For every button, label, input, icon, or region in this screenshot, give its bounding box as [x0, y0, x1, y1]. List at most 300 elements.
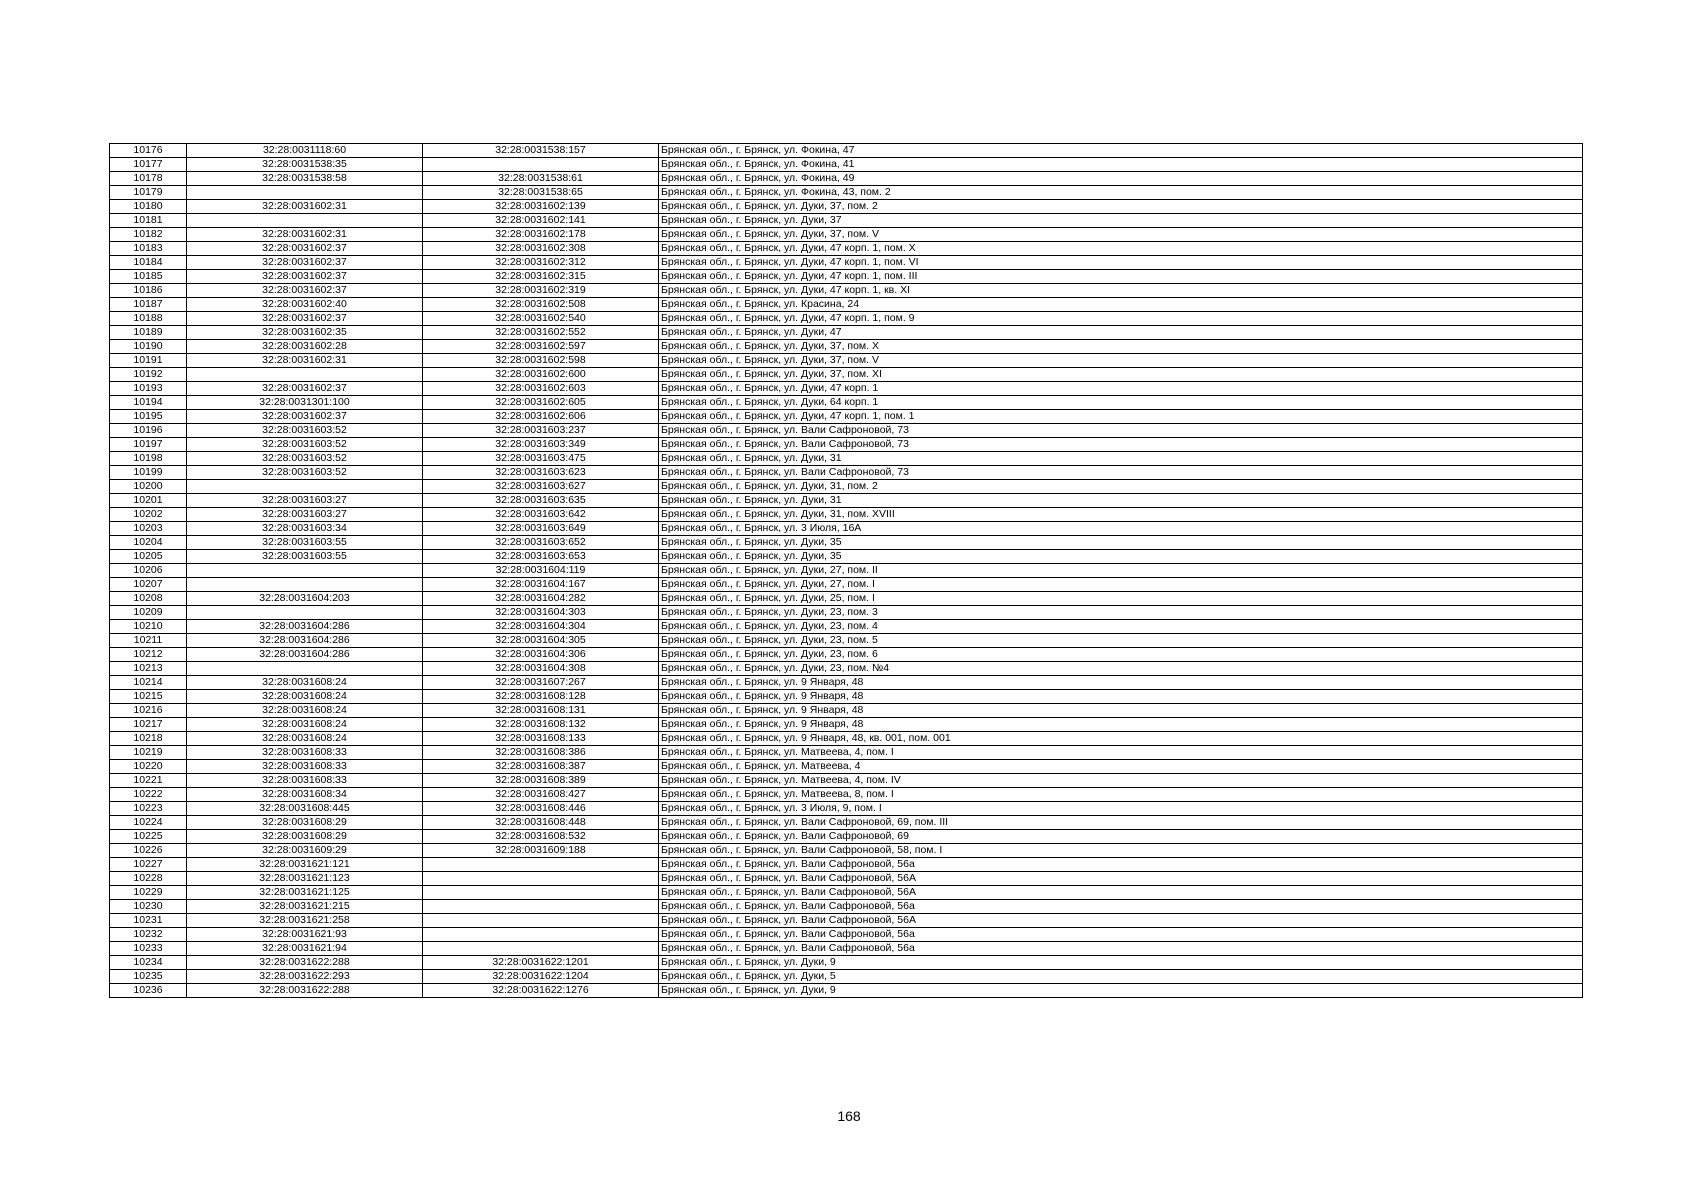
table-row [110, 550, 1583, 564]
table-row [110, 816, 1583, 830]
parent-cadastral-number-cell: 32:28:0031603:27 [187, 508, 423, 522]
parent-cadastral-number-cell [187, 480, 423, 494]
table-row [110, 676, 1583, 690]
parent-cadastral-number-cell: 32:28:0031602:37 [187, 256, 423, 270]
parent-cadastral-number-cell: 32:28:0031603:55 [187, 536, 423, 550]
address-cell: Брянская обл., г. Брянск, ул. Вали Сафроновой, 73 [659, 466, 1583, 480]
row-number-cell: 10233 [110, 942, 187, 956]
address-cell: Брянская обл., г. Брянск, ул. Фокина, 43, пом. 2 [659, 186, 1583, 200]
parent-cadastral-number-cell: 32:28:0031603:52 [187, 466, 423, 480]
cadastral-number-cell: 32:28:0031602:600 [423, 368, 659, 382]
cadastral-number-cell: 32:28:0031603:649 [423, 522, 659, 536]
address-cell: Брянская обл., г. Брянск, ул. Дуки, 37, пом. V [659, 354, 1583, 368]
table-row [110, 410, 1583, 424]
address-cell: Брянская обл., г. Брянск, ул. Дуки, 37, пом. V [659, 228, 1583, 242]
address-cell: Брянская обл., г. Брянск, ул. Фокина, 49 [659, 172, 1583, 186]
cadastral-number-cell: 32:28:0031608:128 [423, 690, 659, 704]
row-number-cell: 10225 [110, 830, 187, 844]
table-row [110, 732, 1583, 746]
address-cell: Брянская обл., г. Брянск, ул. 3 Июля, 9, пом. I [659, 802, 1583, 816]
row-number-cell: 10212 [110, 648, 187, 662]
cadastral-number-cell: 32:28:0031603:623 [423, 466, 659, 480]
cadastral-number-cell: 32:28:0031604:167 [423, 578, 659, 592]
row-number-cell: 10193 [110, 382, 187, 396]
address-cell: Брянская обл., г. Брянск, ул. Вали Сафроновой, 56а [659, 900, 1583, 914]
table-row [110, 746, 1583, 760]
address-cell: Брянская обл., г. Брянск, ул. Дуки, 27, пом. I [659, 578, 1583, 592]
parent-cadastral-number-cell: 32:28:0031608:24 [187, 676, 423, 690]
address-cell: Брянская обл., г. Брянск, ул. Дуки, 31, пом. XVIII [659, 508, 1583, 522]
row-number-cell: 10189 [110, 326, 187, 340]
parent-cadastral-number-cell: 32:28:0031603:52 [187, 438, 423, 452]
table-row [110, 186, 1583, 200]
row-number-cell: 10195 [110, 410, 187, 424]
cadastral-number-cell: 32:28:0031608:448 [423, 816, 659, 830]
cadastral-number-cell: 32:28:0031602:312 [423, 256, 659, 270]
table-row [110, 466, 1583, 480]
parent-cadastral-number-cell: 32:28:0031602:31 [187, 200, 423, 214]
row-number-cell: 10194 [110, 396, 187, 410]
address-cell: Брянская обл., г. Брянск, ул. 9 Января, 48 [659, 704, 1583, 718]
parent-cadastral-number-cell: 32:28:0031621:215 [187, 900, 423, 914]
row-number-cell: 10210 [110, 620, 187, 634]
cadastral-number-cell: 32:28:0031602:308 [423, 242, 659, 256]
address-cell: Брянская обл., г. Брянск, ул. Вали Сафроновой, 56а [659, 928, 1583, 942]
address-cell: Брянская обл., г. Брянск, ул. Дуки, 47 [659, 326, 1583, 340]
address-cell: Брянская обл., г. Брянск, ул. Дуки, 23, пом. №4 [659, 662, 1583, 676]
address-cell: Брянская обл., г. Брянск, ул. Вали Сафроновой, 58, пом. I [659, 844, 1583, 858]
table-row [110, 284, 1583, 298]
cadastral-number-cell: 32:28:0031602:606 [423, 410, 659, 424]
address-cell: Брянская обл., г. Брянск, ул. Дуки, 47 корп. 1 [659, 382, 1583, 396]
address-cell: Брянская обл., г. Брянск, ул. Дуки, 25, пом. I [659, 592, 1583, 606]
table-row [110, 914, 1583, 928]
row-number-cell: 10216 [110, 704, 187, 718]
cadastral-number-cell: 32:28:0031538:157 [423, 144, 659, 158]
table-row [110, 564, 1583, 578]
parent-cadastral-number-cell: 32:28:0031608:445 [187, 802, 423, 816]
cadastral-number-cell [423, 872, 659, 886]
cadastral-number-cell: 32:28:0031602:178 [423, 228, 659, 242]
cadastral-number-cell: 32:28:0031602:319 [423, 284, 659, 298]
parent-cadastral-number-cell: 32:28:0031602:31 [187, 228, 423, 242]
table-row [110, 172, 1583, 186]
address-cell: Брянская обл., г. Брянск, ул. Дуки, 64 корп. 1 [659, 396, 1583, 410]
table-row [110, 452, 1583, 466]
row-number-cell: 10191 [110, 354, 187, 368]
row-number-cell: 10180 [110, 200, 187, 214]
row-number-cell: 10196 [110, 424, 187, 438]
cadastral-number-cell: 32:28:0031608:386 [423, 746, 659, 760]
parent-cadastral-number-cell: 32:28:0031538:58 [187, 172, 423, 186]
address-cell: Брянская обл., г. Брянск, ул. Матвеева, 4, пом. IV [659, 774, 1583, 788]
address-cell: Брянская обл., г. Брянск, ул. Дуки, 47 корп. 1, пом. 9 [659, 312, 1583, 326]
table-row [110, 620, 1583, 634]
row-number-cell: 10230 [110, 900, 187, 914]
row-number-cell: 10208 [110, 592, 187, 606]
row-number-cell: 10217 [110, 718, 187, 732]
cadastral-number-cell: 32:28:0031603:642 [423, 508, 659, 522]
registry-table-body [110, 144, 1583, 998]
cadastral-number-cell: 32:28:0031609:188 [423, 844, 659, 858]
row-number-cell: 10222 [110, 788, 187, 802]
row-number-cell: 10234 [110, 956, 187, 970]
table-row [110, 480, 1583, 494]
row-number-cell: 10206 [110, 564, 187, 578]
parent-cadastral-number-cell: 32:28:0031602:40 [187, 298, 423, 312]
cadastral-number-cell: 32:28:0031604:304 [423, 620, 659, 634]
table-row [110, 298, 1583, 312]
cadastral-number-cell: 32:28:0031602:552 [423, 326, 659, 340]
row-number-cell: 10221 [110, 774, 187, 788]
row-number-cell: 10205 [110, 550, 187, 564]
cadastral-number-cell: 32:28:0031608:131 [423, 704, 659, 718]
table-row [110, 900, 1583, 914]
table-row [110, 508, 1583, 522]
address-cell: Брянская обл., г. Брянск, ул. Вали Сафроновой, 56А [659, 914, 1583, 928]
row-number-cell: 10220 [110, 760, 187, 774]
parent-cadastral-number-cell: 32:28:0031621:93 [187, 928, 423, 942]
address-cell: Брянская обл., г. Брянск, ул. 9 Января, 48 [659, 690, 1583, 704]
parent-cadastral-number-cell: 32:28:0031604:286 [187, 620, 423, 634]
address-cell: Брянская обл., г. Брянск, ул. Дуки, 35 [659, 550, 1583, 564]
address-cell: Брянская обл., г. Брянск, ул. Дуки, 47 корп. 1, пом. X [659, 242, 1583, 256]
address-cell: Брянская обл., г. Брянск, ул. Дуки, 31, пом. 2 [659, 480, 1583, 494]
table-row [110, 830, 1583, 844]
row-number-cell: 10185 [110, 270, 187, 284]
table-row [110, 228, 1583, 242]
parent-cadastral-number-cell: 32:28:0031608:33 [187, 774, 423, 788]
address-cell: Брянская обл., г. Брянск, ул. 9 Января, 48 [659, 718, 1583, 732]
row-number-cell: 10236 [110, 984, 187, 998]
parent-cadastral-number-cell: 32:28:0031118:60 [187, 144, 423, 158]
table-row [110, 760, 1583, 774]
row-number-cell: 10207 [110, 578, 187, 592]
cadastral-number-cell: 32:28:0031622:1201 [423, 956, 659, 970]
cadastral-number-cell: 32:28:0031603:627 [423, 480, 659, 494]
parent-cadastral-number-cell: 32:28:0031608:24 [187, 704, 423, 718]
parent-cadastral-number-cell: 32:28:0031608:24 [187, 690, 423, 704]
address-cell: Брянская обл., г. Брянск, ул. Дуки, 47 корп. 1, пом. 1 [659, 410, 1583, 424]
table-row [110, 242, 1583, 256]
row-number-cell: 10183 [110, 242, 187, 256]
table-row [110, 648, 1583, 662]
table-row [110, 662, 1583, 676]
parent-cadastral-number-cell [187, 368, 423, 382]
address-cell: Брянская обл., г. Брянск, ул. Дуки, 35 [659, 536, 1583, 550]
cadastral-number-cell: 32:28:0031603:475 [423, 452, 659, 466]
cadastral-number-cell: 32:28:0031608:389 [423, 774, 659, 788]
parent-cadastral-number-cell: 32:28:0031602:37 [187, 270, 423, 284]
table-row [110, 312, 1583, 326]
table-row [110, 592, 1583, 606]
table-row [110, 858, 1583, 872]
parent-cadastral-number-cell: 32:28:0031603:27 [187, 494, 423, 508]
row-number-cell: 10235 [110, 970, 187, 984]
row-number-cell: 10218 [110, 732, 187, 746]
table-row [110, 200, 1583, 214]
row-number-cell: 10192 [110, 368, 187, 382]
table-row [110, 802, 1583, 816]
parent-cadastral-number-cell: 32:28:0031602:35 [187, 326, 423, 340]
table-row [110, 704, 1583, 718]
cadastral-number-cell: 32:28:0031602:540 [423, 312, 659, 326]
row-number-cell: 10203 [110, 522, 187, 536]
cadastral-number-cell [423, 886, 659, 900]
table-row [110, 354, 1583, 368]
parent-cadastral-number-cell: 32:28:0031538:35 [187, 158, 423, 172]
parent-cadastral-number-cell: 32:28:0031608:34 [187, 788, 423, 802]
address-cell: Брянская обл., г. Брянск, ул. Дуки, 47 корп. 1, пом. VI [659, 256, 1583, 270]
parent-cadastral-number-cell: 32:28:0031621:121 [187, 858, 423, 872]
cadastral-number-cell: 32:28:0031622:1276 [423, 984, 659, 998]
table-row [110, 424, 1583, 438]
parent-cadastral-number-cell: 32:28:0031602:28 [187, 340, 423, 354]
registry-table [109, 143, 1583, 998]
cadastral-number-cell: 32:28:0031608:427 [423, 788, 659, 802]
cadastral-number-cell: 32:28:0031608:133 [423, 732, 659, 746]
row-number-cell: 10204 [110, 536, 187, 550]
cadastral-number-cell [423, 900, 659, 914]
address-cell: Брянская обл., г. Брянск, ул. Дуки, 31 [659, 452, 1583, 466]
parent-cadastral-number-cell: 32:28:0031621:94 [187, 942, 423, 956]
address-cell: Брянская обл., г. Брянск, ул. Матвеева, 4, пом. I [659, 746, 1583, 760]
cadastral-number-cell: 32:28:0031603:237 [423, 424, 659, 438]
address-cell: Брянская обл., г. Брянск, ул. Матвеева, 8, пом. I [659, 788, 1583, 802]
cadastral-number-cell: 32:28:0031608:387 [423, 760, 659, 774]
address-cell: Брянская обл., г. Брянск, ул. Вали Сафроновой, 69, пом. III [659, 816, 1583, 830]
parent-cadastral-number-cell: 32:28:0031602:37 [187, 312, 423, 326]
row-number-cell: 10209 [110, 606, 187, 620]
row-number-cell: 10231 [110, 914, 187, 928]
row-number-cell: 10176 [110, 144, 187, 158]
table-row [110, 326, 1583, 340]
row-number-cell: 10227 [110, 858, 187, 872]
address-cell: Брянская обл., г. Брянск, ул. Дуки, 23, пом. 4 [659, 620, 1583, 634]
cadastral-number-cell: 32:28:0031608:132 [423, 718, 659, 732]
address-cell: Брянская обл., г. Брянск, ул. 3 Июля, 16А [659, 522, 1583, 536]
cadastral-number-cell: 32:28:0031603:635 [423, 494, 659, 508]
cadastral-number-cell [423, 914, 659, 928]
cadastral-number-cell: 32:28:0031602:141 [423, 214, 659, 228]
row-number-cell: 10211 [110, 634, 187, 648]
parent-cadastral-number-cell: 32:28:0031604:203 [187, 592, 423, 606]
address-cell: Брянская обл., г. Брянск, ул. Дуки, 23, пом. 6 [659, 648, 1583, 662]
table-row [110, 984, 1583, 998]
cadastral-number-cell: 32:28:0031603:653 [423, 550, 659, 564]
table-row [110, 494, 1583, 508]
parent-cadastral-number-cell: 32:28:0031602:31 [187, 354, 423, 368]
parent-cadastral-number-cell [187, 662, 423, 676]
parent-cadastral-number-cell: 32:28:0031603:34 [187, 522, 423, 536]
parent-cadastral-number-cell [187, 186, 423, 200]
parent-cadastral-number-cell: 32:28:0031602:37 [187, 284, 423, 298]
row-number-cell: 10214 [110, 676, 187, 690]
row-number-cell: 10182 [110, 228, 187, 242]
address-cell: Брянская обл., г. Брянск, ул. Вали Сафроновой, 73 [659, 424, 1583, 438]
cadastral-number-cell: 32:28:0031622:1204 [423, 970, 659, 984]
row-number-cell: 10190 [110, 340, 187, 354]
parent-cadastral-number-cell [187, 578, 423, 592]
table-row [110, 690, 1583, 704]
address-cell: Брянская обл., г. Брянск, ул. 9 Января, 48, кв. 001, пом. 001 [659, 732, 1583, 746]
address-cell: Брянская обл., г. Брянск, ул. Вали Сафроновой, 56а [659, 942, 1583, 956]
row-number-cell: 10201 [110, 494, 187, 508]
address-cell: Брянская обл., г. Брянск, ул. Дуки, 37, пом. X [659, 340, 1583, 354]
parent-cadastral-number-cell: 32:28:0031622:288 [187, 956, 423, 970]
address-cell: Брянская обл., г. Брянск, ул. Матвеева, 4 [659, 760, 1583, 774]
parent-cadastral-number-cell: 32:28:0031604:286 [187, 648, 423, 662]
table-row [110, 368, 1583, 382]
row-number-cell: 10184 [110, 256, 187, 270]
cadastral-number-cell: 32:28:0031604:303 [423, 606, 659, 620]
table-row [110, 872, 1583, 886]
parent-cadastral-number-cell: 32:28:0031602:37 [187, 242, 423, 256]
cadastral-number-cell: 32:28:0031604:282 [423, 592, 659, 606]
cadastral-number-cell: 32:28:0031607:267 [423, 676, 659, 690]
table-row [110, 970, 1583, 984]
cadastral-number-cell: 32:28:0031603:652 [423, 536, 659, 550]
row-number-cell: 10224 [110, 816, 187, 830]
parent-cadastral-number-cell: 32:28:0031602:37 [187, 410, 423, 424]
parent-cadastral-number-cell: 32:28:0031622:293 [187, 970, 423, 984]
table-row [110, 144, 1583, 158]
table-row [110, 788, 1583, 802]
row-number-cell: 10232 [110, 928, 187, 942]
cadastral-number-cell: 32:28:0031604:119 [423, 564, 659, 578]
address-cell: Брянская обл., г. Брянск, ул. Красина, 24 [659, 298, 1583, 312]
parent-cadastral-number-cell: 32:28:0031604:286 [187, 634, 423, 648]
table-row [110, 956, 1583, 970]
table-row [110, 536, 1583, 550]
address-cell: Брянская обл., г. Брянск, ул. Вали Сафроновой, 69 [659, 830, 1583, 844]
address-cell: Брянская обл., г. Брянск, ул. Дуки, 47 корп. 1, кв. XI [659, 284, 1583, 298]
cadastral-number-cell: 32:28:0031604:305 [423, 634, 659, 648]
table-row [110, 886, 1583, 900]
table-row [110, 438, 1583, 452]
parent-cadastral-number-cell: 32:28:0031621:258 [187, 914, 423, 928]
cadastral-number-cell: 32:28:0031608:446 [423, 802, 659, 816]
row-number-cell: 10187 [110, 298, 187, 312]
row-number-cell: 10178 [110, 172, 187, 186]
parent-cadastral-number-cell: 32:28:0031603:52 [187, 452, 423, 466]
table-row [110, 396, 1583, 410]
row-number-cell: 10213 [110, 662, 187, 676]
row-number-cell: 10226 [110, 844, 187, 858]
page-number: 168 [837, 1108, 861, 1124]
cadastral-number-cell: 32:28:0031538:65 [423, 186, 659, 200]
address-cell: Брянская обл., г. Брянск, ул. Вали Сафроновой, 56а [659, 858, 1583, 872]
parent-cadastral-number-cell [187, 606, 423, 620]
address-cell: Брянская обл., г. Брянск, ул. Дуки, 5 [659, 970, 1583, 984]
row-number-cell: 10181 [110, 214, 187, 228]
row-number-cell: 10215 [110, 690, 187, 704]
row-number-cell: 10197 [110, 438, 187, 452]
address-cell: Брянская обл., г. Брянск, ул. Фокина, 47 [659, 144, 1583, 158]
table-row [110, 578, 1583, 592]
address-cell: Брянская обл., г. Брянск, ул. Дуки, 9 [659, 956, 1583, 970]
parent-cadastral-number-cell: 32:28:0031602:37 [187, 382, 423, 396]
table-row [110, 928, 1583, 942]
address-cell: Брянская обл., г. Брянск, ул. Вали Сафроновой, 56А [659, 886, 1583, 900]
parent-cadastral-number-cell: 32:28:0031301:100 [187, 396, 423, 410]
cadastral-number-cell [423, 858, 659, 872]
cadastral-number-cell: 32:28:0031604:308 [423, 662, 659, 676]
row-number-cell: 10198 [110, 452, 187, 466]
address-cell: Брянская обл., г. Брянск, ул. Дуки, 23, пом. 3 [659, 606, 1583, 620]
cadastral-number-cell: 32:28:0031602:508 [423, 298, 659, 312]
cadastral-number-cell: 32:28:0031602:598 [423, 354, 659, 368]
address-cell: Брянская обл., г. Брянск, ул. Вали Сафроновой, 56А [659, 872, 1583, 886]
parent-cadastral-number-cell: 32:28:0031621:125 [187, 886, 423, 900]
cadastral-number-cell: 32:28:0031608:532 [423, 830, 659, 844]
address-cell: Брянская обл., г. Брянск, ул. Дуки, 37 [659, 214, 1583, 228]
parent-cadastral-number-cell: 32:28:0031608:33 [187, 760, 423, 774]
cadastral-number-cell: 32:28:0031538:61 [423, 172, 659, 186]
row-number-cell: 10200 [110, 480, 187, 494]
row-number-cell: 10188 [110, 312, 187, 326]
cadastral-number-cell: 32:28:0031602:605 [423, 396, 659, 410]
cadastral-number-cell: 32:28:0031602:597 [423, 340, 659, 354]
table-row [110, 158, 1583, 172]
address-cell: Брянская обл., г. Брянск, ул. Дуки, 9 [659, 984, 1583, 998]
row-number-cell: 10186 [110, 284, 187, 298]
parent-cadastral-number-cell [187, 564, 423, 578]
parent-cadastral-number-cell: 32:28:0031603:52 [187, 424, 423, 438]
table-row [110, 718, 1583, 732]
parent-cadastral-number-cell: 32:28:0031609:29 [187, 844, 423, 858]
address-cell: Брянская обл., г. Брянск, ул. Дуки, 47 корп. 1, пом. III [659, 270, 1583, 284]
table-row [110, 606, 1583, 620]
table-row [110, 214, 1583, 228]
cadastral-number-cell [423, 928, 659, 942]
cadastral-number-cell: 32:28:0031602:315 [423, 270, 659, 284]
table-row [110, 774, 1583, 788]
table-row [110, 340, 1583, 354]
table-row [110, 634, 1583, 648]
address-cell: Брянская обл., г. Брянск, ул. Вали Сафроновой, 73 [659, 438, 1583, 452]
address-cell: Брянская обл., г. Брянск, ул. Дуки, 31 [659, 494, 1583, 508]
table-row [110, 256, 1583, 270]
cadastral-number-cell [423, 158, 659, 172]
table-row [110, 942, 1583, 956]
cadastral-number-cell: 32:28:0031604:306 [423, 648, 659, 662]
cadastral-number-cell: 32:28:0031603:349 [423, 438, 659, 452]
row-number-cell: 10199 [110, 466, 187, 480]
row-number-cell: 10179 [110, 186, 187, 200]
parent-cadastral-number-cell: 32:28:0031622:288 [187, 984, 423, 998]
address-cell: Брянская обл., г. Брянск, ул. Дуки, 27, пом. II [659, 564, 1583, 578]
table-row [110, 844, 1583, 858]
address-cell: Брянская обл., г. Брянск, ул. Дуки, 23, пом. 5 [659, 634, 1583, 648]
table-row [110, 522, 1583, 536]
parent-cadastral-number-cell: 32:28:0031608:29 [187, 830, 423, 844]
parent-cadastral-number-cell: 32:28:0031608:29 [187, 816, 423, 830]
row-number-cell: 10202 [110, 508, 187, 522]
parent-cadastral-number-cell [187, 214, 423, 228]
table-row [110, 270, 1583, 284]
address-cell: Брянская обл., г. Брянск, ул. Фокина, 41 [659, 158, 1583, 172]
table-row [110, 382, 1583, 396]
parent-cadastral-number-cell: 32:28:0031603:55 [187, 550, 423, 564]
row-number-cell: 10219 [110, 746, 187, 760]
parent-cadastral-number-cell: 32:28:0031608:33 [187, 746, 423, 760]
parent-cadastral-number-cell: 32:28:0031608:24 [187, 718, 423, 732]
address-cell: Брянская обл., г. Брянск, ул. Дуки, 37, пом. 2 [659, 200, 1583, 214]
row-number-cell: 10177 [110, 158, 187, 172]
cadastral-number-cell [423, 942, 659, 956]
cadastral-number-cell: 32:28:0031602:603 [423, 382, 659, 396]
